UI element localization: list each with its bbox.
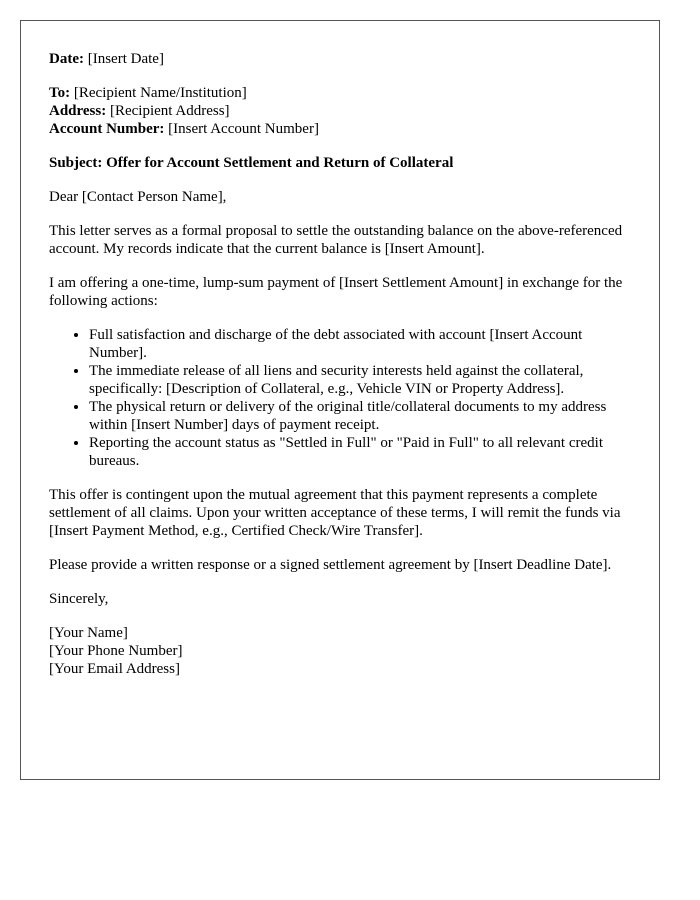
to-line [49, 84, 631, 102]
to-label: To: [49, 85, 71, 101]
signature-email: [Your Email Address] [49, 661, 180, 677]
date-value: [Insert Date] [83, 51, 164, 67]
subject-line: Subject: Offer for Account Settlement and Return of Collateral [49, 155, 454, 171]
list-item: • The physical return or delivery of the original title/collateral documents to my address within [Insert Number] days of payment receipt. [89, 398, 631, 434]
address-line [49, 102, 631, 120]
paragraph-intro: This letter serves as a formal proposal to settle the outstanding balance on the above-referenced account. My records indicate that the current balance is [Insert Amount]. [49, 223, 623, 257]
recipient-block [49, 84, 631, 138]
paragraph-deadline: Please provide a written response or a signed settlement agreement by [Insert Deadline Date]. [49, 557, 612, 573]
date-line [49, 50, 631, 68]
account-number-line [49, 120, 631, 138]
account-number-label: Account Number: [49, 121, 165, 137]
list-item: • The immediate release of all liens and security interests held against the collateral, specifically: [Description of Collateral, e.g., Vehicle VIN or Property Address]. [89, 362, 631, 398]
address-label: Address: [49, 103, 107, 119]
actions-list [49, 326, 631, 470]
paragraph-offer: I am offering a one-time, lump-sum payment of [Insert Settlement Amount] in exchange for the following actions: [49, 275, 623, 309]
account-number-value: [Insert Account Number] [164, 121, 319, 137]
signature-phone: [Your Phone Number] [49, 643, 183, 659]
signature-name: [Your Name] [49, 625, 128, 641]
paragraph-contingency: This offer is contingent upon the mutual agreement that this payment represents a complete settlement of all claims. Upon your written acceptance of these terms, I will remit the funds via [Insert Payment Method, e.g., Certified Check/Wire Transfer]. [49, 487, 621, 539]
list-item: • Reporting the account status as "Settled in Full" or "Paid in Full" to all relevant credit bureaus. [89, 434, 631, 470]
letter-page [20, 20, 660, 780]
address-value: [Recipient Address] [106, 103, 230, 119]
date-label: Date: [49, 51, 84, 67]
signoff: Sincerely, [49, 591, 109, 607]
salutation: Dear [Contact Person Name], [49, 189, 227, 205]
to-value: [Recipient Name/Institution] [70, 85, 247, 101]
signature-block [49, 624, 631, 678]
list-item: • Full satisfaction and discharge of the debt associated with account [Insert Account Number]. [89, 326, 631, 362]
